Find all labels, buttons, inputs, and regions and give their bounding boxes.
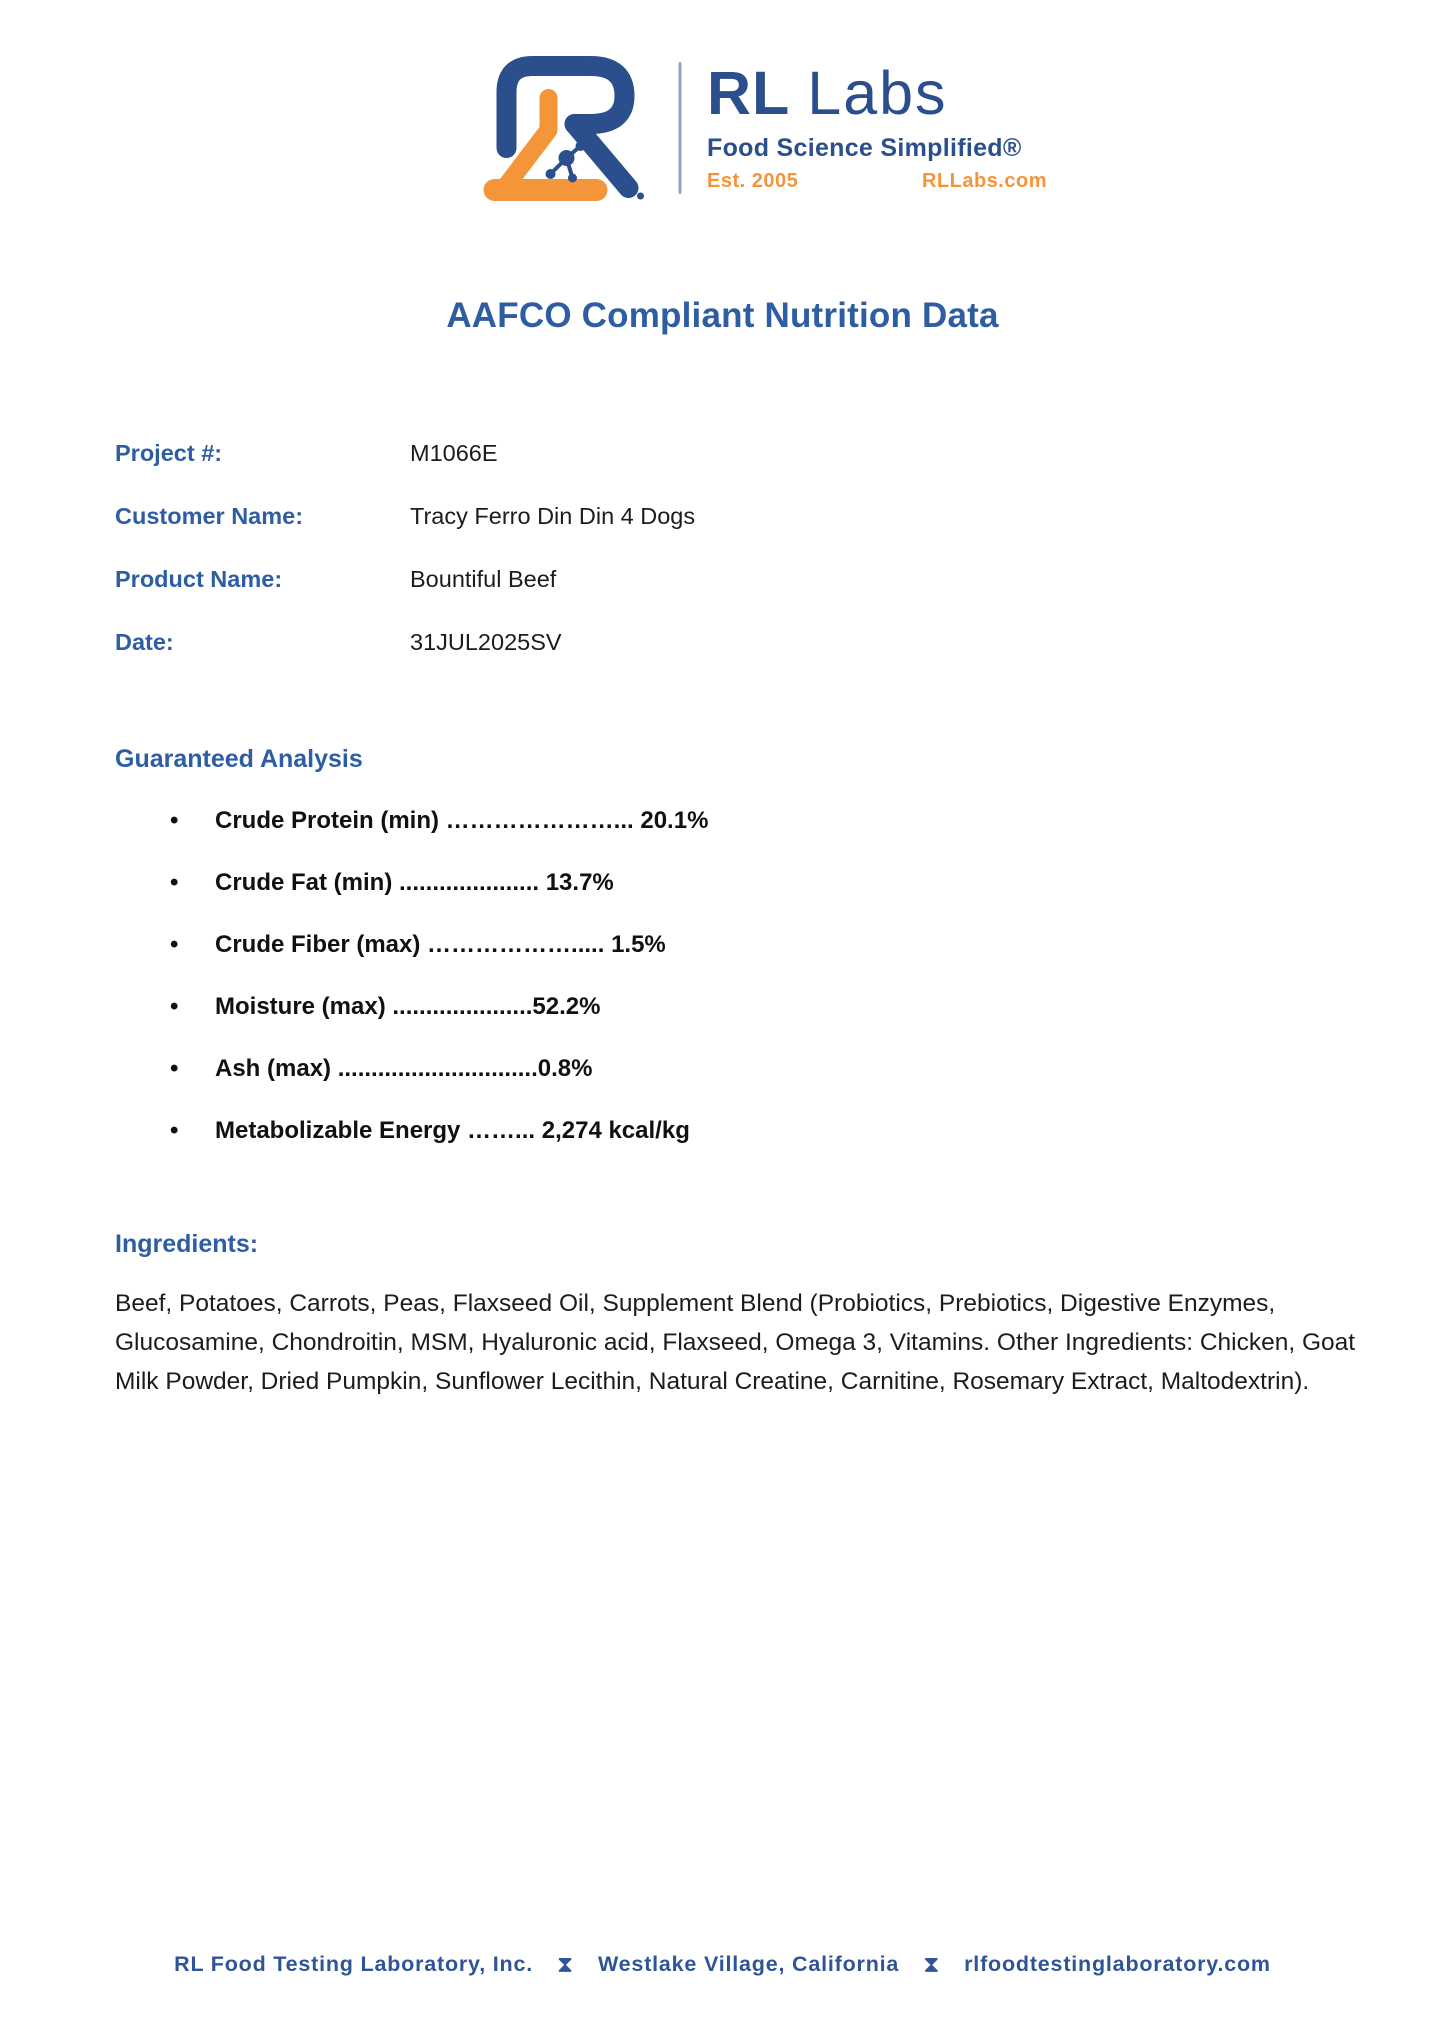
field-value: Tracy Ferro Din Din 4 Dogs [410,503,696,529]
hourglass-icon: ⧗ [923,1951,941,1977]
brand-rl: RL [707,59,791,127]
field-value: Bountiful Beef [410,566,557,592]
analyte-value: 52.2% [532,993,601,1020]
dot-leader: ……... [460,1117,542,1144]
field-label: Date: [115,629,174,655]
analyte-value: 13.7% [545,869,614,896]
ingredients-heading: Ingredients: [115,1230,259,1258]
dot-leader: ………………..... [420,931,612,958]
list-item [115,805,1015,837]
dot-leader: ..................... [385,993,533,1020]
list-item [115,867,1015,899]
field-value: M1066E [410,440,498,466]
brand-labs: Labs [807,59,948,127]
field-row-date [115,627,695,657]
footer-location: Westlake Village, California [597,1952,900,1976]
field-label: Project #: [115,440,223,466]
field-row-customer [115,501,695,531]
brand-name [707,59,1047,127]
logo-text-block [707,59,1047,193]
footer-company: RL Food Testing Laboratory, Inc. [174,1952,534,1976]
field-value: 31JUL2025SV [410,629,562,655]
dot-leader: .............................. [331,1055,538,1082]
field-label: Customer Name: [115,503,304,529]
analyte-label: Crude Fiber (max) [215,931,421,958]
page-title: AAFCO Compliant Nutrition Data [446,296,999,335]
ingredients-section [115,1228,1360,1401]
list-item [115,1053,1015,1085]
flask-r-logo-icon [478,52,656,204]
field-row-product [115,564,695,594]
hourglass-icon: ⧗ [557,1951,574,1977]
brand-est: Est. 2005 [707,170,799,192]
footer-website: rlfoodtestinglaboratory.com [964,1952,1271,1976]
analyte-label: Crude Fat (min) [215,869,393,896]
analyte-value: 0.8% [537,1055,593,1082]
ingredients-text: Beef, Potatoes, Carrots, Peas, Flaxseed Oil, Supplement Blend (Probiotics, Prebiotics, Digestive Enzymes, Glucosamine, Chondroitin, MSM, Hyaluronic acid, Flaxseed, Omega 3, Vitamins. Other Ingredients: Chicken, Goat Milk Powder, Dried Pumpkin, Sunflower Lecithin, Natural Creatine, Carnitine, Rosemary Extract, Maltodextrin). [115,1290,1356,1395]
dot-leader: ..................... [392,869,546,896]
guaranteed-analysis-list [115,805,1015,1147]
field-row-project [115,438,695,468]
field-label: Product Name: [115,566,283,592]
list-item [115,991,1015,1023]
analyte-value: 20.1% [640,807,709,834]
analyte-label: Ash (max) [215,1055,332,1082]
brand-website: RLLabs.com [921,170,1047,192]
project-fields [115,438,695,690]
rl-labs-logo [478,52,1047,204]
dot-leader: …………………... [439,807,641,834]
guaranteed-analysis-heading: Guaranteed Analysis [115,745,363,773]
analyte-value: 2,274 kcal/kg [541,1117,690,1144]
page-footer [0,1952,1445,1977]
list-item [115,1115,1015,1147]
analyte-value: 1.5% [611,931,666,958]
brand-meta-row [707,170,1047,193]
analyte-label: Crude Protein (min) [215,807,440,834]
list-item [115,929,1015,961]
guaranteed-analysis-section [115,743,1015,1177]
analyte-label: Moisture (max) [215,993,386,1020]
analyte-label: Metabolizable Energy [215,1117,461,1144]
logo-divider [678,62,681,194]
brand-tagline: Food Science Simplified® [707,134,1022,162]
